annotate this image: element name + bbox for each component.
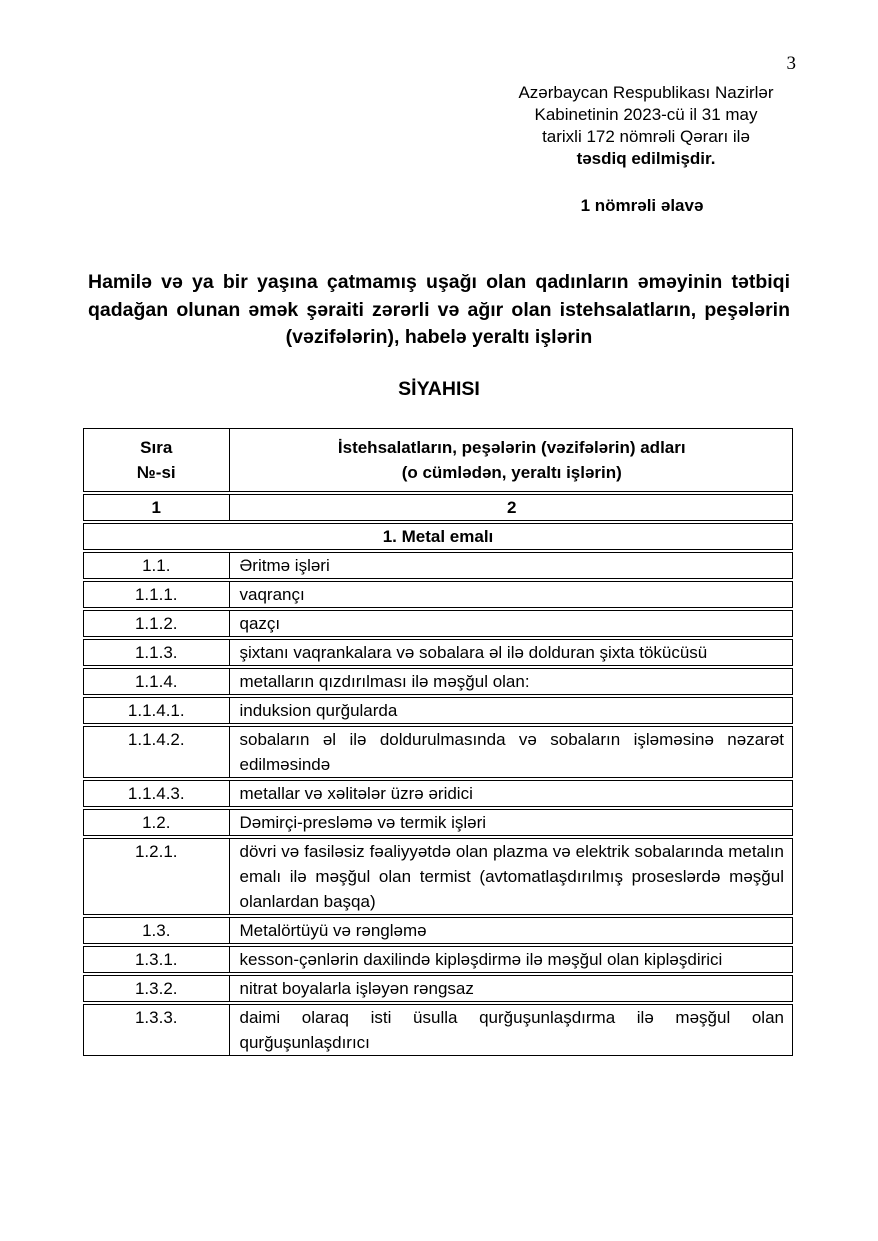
- row-number: 1.3.: [84, 918, 230, 943]
- row-name: sobaların əl ilə doldurulmasında və sobaların işləməsinə nəzarət edilməsində: [239, 729, 784, 774]
- header-cell-number: [84, 429, 230, 491]
- approval-line: Azərbaycan Respublikası Nazirlər: [518, 83, 774, 102]
- approval-block: [496, 82, 796, 170]
- row-number: 1.1.4.3.: [84, 781, 230, 806]
- table-row: [83, 726, 793, 778]
- table-row: [83, 838, 793, 915]
- document-title: Hamilə və ya bir yaşına çatmamış uşağı olan qadınların əməyinin tətbiqi qadağan olunan əmək şəraiti zərərli və ağır olan istehsalatların, peşələrin (vəzifələrin), habelə yeraltı işlərin: [88, 271, 790, 348]
- row-name: metallar və xəlitələr üzrə əridici: [239, 783, 473, 803]
- row-number: 1.1.1.: [84, 582, 230, 607]
- row-name: dövri və fasiləsiz fəaliyyətdə olan plazma və elektrik sobalarında metalın emalı ilə məşğul olan termist (avtomatlaşdırılmış proseslərdə məşğul olanlardan başqa): [239, 841, 784, 911]
- table-row: [83, 917, 793, 944]
- row-name: vaqrançı: [239, 584, 305, 604]
- row-number: 1.2.1.: [84, 839, 230, 914]
- table-row: [83, 668, 793, 695]
- row-name: Əritmə işləri: [239, 555, 330, 575]
- approval-line: Kabinetinin 2023-cü il 31 may: [534, 105, 758, 124]
- table-row: [83, 809, 793, 836]
- row-number: 1.3.1.: [84, 947, 230, 972]
- table-row: [83, 610, 793, 637]
- row-name: metalların qızdırılması ilə məşğul olan:: [239, 671, 530, 691]
- row-number: 1.1.4.2.: [84, 727, 230, 777]
- table-row: [83, 1004, 793, 1056]
- column-index-row: [83, 494, 793, 521]
- row-number: 1.3.2.: [84, 976, 230, 1001]
- header-col2-line1: İstehsalatların, peşələrin (vəzifələrin) adları: [337, 437, 686, 457]
- list-heading: SİYAHISI: [398, 377, 480, 400]
- row-name: şixtanı vaqrankalara və sobalara əl ilə dolduran şixta tökücüsü: [239, 642, 708, 662]
- table-header-row: [83, 428, 793, 492]
- table-row: [83, 975, 793, 1002]
- row-number: 1.3.3.: [84, 1005, 230, 1055]
- table-row: [83, 581, 793, 608]
- section-title: 1. Metal emalı: [382, 526, 494, 546]
- table-row: [83, 946, 793, 973]
- row-number: 1.1.3.: [84, 640, 230, 665]
- table-row: [83, 552, 793, 579]
- row-number: 1.2.: [84, 810, 230, 835]
- table-row: [83, 639, 793, 666]
- index-cell-2: 2: [507, 497, 517, 517]
- header-col2-line2: (o cümlədən, yeraltı işlərin): [401, 462, 622, 482]
- row-number: 1.1.2.: [84, 611, 230, 636]
- row-name: Dəmirçi-presləmə və termik işləri: [239, 812, 487, 832]
- row-name: Metalörtüyü və rəngləmə: [239, 920, 427, 940]
- approval-line-bold: təsdiq edilmişdir.: [576, 149, 716, 168]
- row-number: 1.1.: [84, 553, 230, 578]
- page-number: 3: [786, 53, 796, 74]
- row-name: kesson-çənlərin daxilində kipləşdirmə ilə məşğul olan kipləşdirici: [239, 949, 723, 969]
- table-row: [83, 697, 793, 724]
- row-name: induksion qurğularda: [239, 700, 398, 720]
- index-cell-1: 1: [84, 495, 230, 520]
- section-row: [83, 523, 793, 550]
- header-col1-line2: №-si: [136, 462, 176, 482]
- row-number: 1.1.4.1.: [84, 698, 230, 723]
- approval-line: tarixli 172 nömrəli Qərarı ilə: [542, 127, 750, 146]
- table-row: [83, 780, 793, 807]
- occupations-table: [83, 428, 793, 1056]
- header-col1-line1: Sıra: [140, 437, 173, 457]
- row-name: daimi olaraq isti üsulla qurğuşunlaşdırma ilə məşğul olan qurğuşunlaşdırıcı: [239, 1007, 784, 1052]
- row-name: qazçı: [239, 613, 281, 633]
- row-number: 1.1.4.: [84, 669, 230, 694]
- header-cell-names: [230, 429, 793, 491]
- annex-label: 1 nömrəli əlavə: [580, 196, 704, 215]
- row-name: nitrat boyalarla işləyən rəngsaz: [239, 978, 474, 998]
